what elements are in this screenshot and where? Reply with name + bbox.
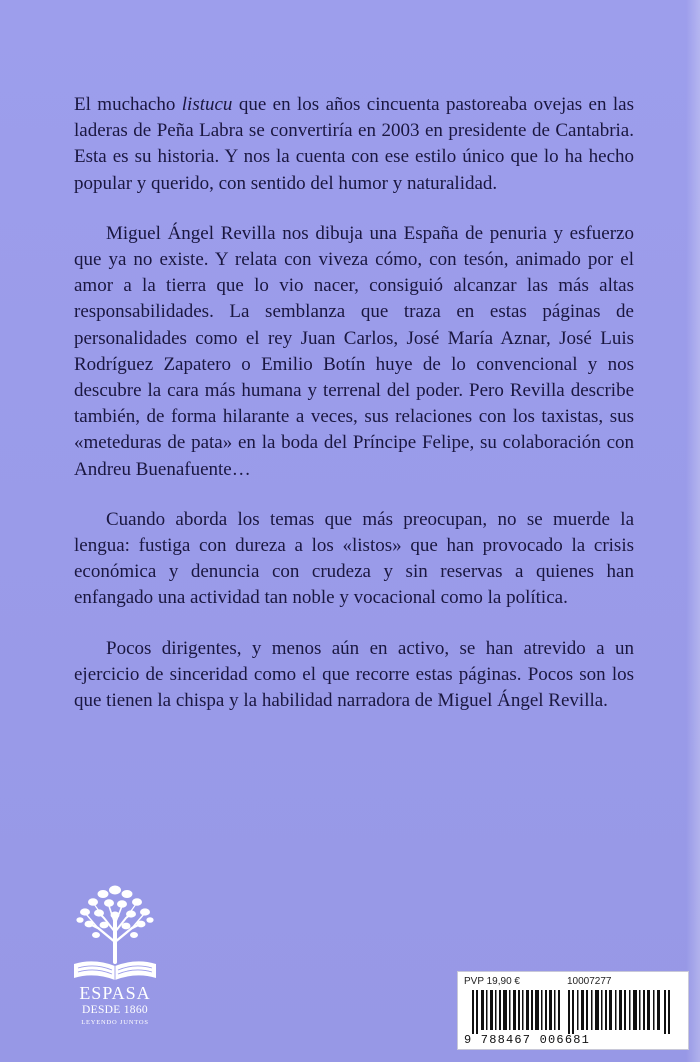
publisher-since: DESDE 1860 xyxy=(82,1004,148,1016)
barcode-label xyxy=(457,971,689,1050)
tree-book-icon xyxy=(68,880,162,984)
publisher-name: ESPASA xyxy=(79,983,151,1003)
blurb-paragraph-1 xyxy=(74,92,634,197)
blurb-p1-rest: que en los años cincuenta pastoreaba ovejas en las laderas de Peña Labra se convertiría en 2003 en presidente de Cantabria. Esta es su historia. Y nos la cuenta con ese estilo único que lo ha hecho popular y querido, con sentido del humor y naturalidad. xyxy=(74,94,634,194)
publisher-tagline: LEYENDO JUNTOS xyxy=(81,1019,149,1026)
blurb-paragraph-2: Miguel Ángel Revilla nos dibuja una España de penuria y esfuerzo que ya no existe. Y relata con viveza cómo, con tesón, animado por el amor a la tierra que lo vio nacer, consiguió alcanzar las más altas responsabilidades. La semblanza que traza en estas páginas de personalidades como el rey Juan Carlos, José María Aznar, José Luis Rodríguez Zapatero o Emilio Botín huye de lo convencional y nos descubre la cara más humana y terrenal del poder. Pero Revilla describe también, de forma hilarante a veces, sus relaciones con los taxistas, sus «meteduras de pata» en la boda del Príncipe Felipe, su colaboración con Andreu Buenafuente… xyxy=(74,222,634,480)
price-text: PVP 19,90 € xyxy=(464,976,520,987)
barcode-icon xyxy=(472,990,676,1034)
blurb-paragraph-3: Cuando aborda los temas que más preocupan, no se muerde la lengua: fustiga con dureza a los «listos» que han provocado la crisis económica y denuncia con crudeza y sin reservas a quienes han enfangado una actividad tan noble y vocacional como la política. xyxy=(74,508,634,609)
blurb-p1-start: El muchacho xyxy=(74,94,182,115)
product-code: 10007277 xyxy=(567,976,612,987)
blurb-text xyxy=(74,92,634,738)
isbn-digits: 9 788467 006681 xyxy=(464,1033,591,1047)
publisher-logo xyxy=(68,880,162,1030)
blurb-paragraph-4: Pocos dirigentes, y menos aún en activo, se han atrevido a un ejercicio de sinceridad como el que recorre estas páginas. Pocos son los que tienen la chispa y la habilidad narradora de Miguel Ángel Revilla. xyxy=(74,637,634,712)
blurb-p1-italic-word: listucu xyxy=(181,94,233,115)
